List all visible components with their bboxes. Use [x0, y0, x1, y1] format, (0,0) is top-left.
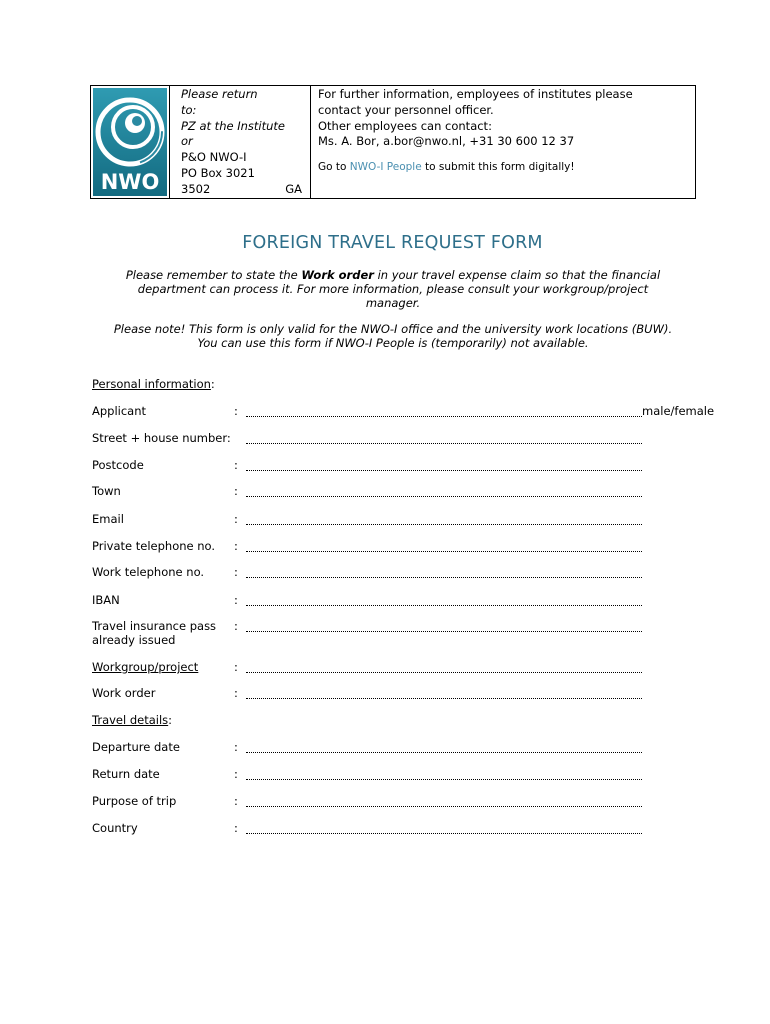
return-line-6: PO Box 3021 [181, 165, 255, 180]
colon: : [234, 821, 238, 835]
logo-text: NWO [100, 170, 160, 194]
row-private-telephone [92, 539, 722, 555]
street-label: Street + house number: [92, 431, 231, 445]
logo-cell [91, 86, 170, 198]
email-label: Email [92, 512, 124, 526]
info-line-3: Other employees can contact: [318, 118, 492, 133]
return-date-field[interactable] [246, 779, 642, 780]
heading-colon: : [210, 377, 215, 391]
row-iban [92, 593, 722, 609]
travel-details-heading [92, 713, 172, 727]
colon: : [234, 404, 238, 418]
nwo-i-people-link[interactable]: NWO-I People [349, 161, 422, 174]
return-line-1: Please return [181, 87, 258, 101]
intro1-part-1: Please remember to state the [125, 268, 302, 282]
intro2-line-2: You can use this form if NWO-I People is (temporarily) not available. [197, 336, 589, 350]
colon: : [234, 660, 238, 674]
travel-insurance-label-line-2: already issued [92, 633, 176, 647]
postcode-letters: GA [285, 181, 302, 196]
row-applicant [92, 404, 722, 420]
country-field[interactable] [246, 833, 642, 834]
colon: : [234, 458, 238, 472]
intro1-line-2: department can process it. For more information, please consult your workgroup/project [137, 282, 649, 296]
digital-note [318, 160, 689, 176]
info-line-2: contact your personnel officer. [318, 102, 494, 117]
row-work-telephone [92, 565, 722, 581]
workgroup-label: Workgroup/project [92, 660, 199, 674]
return-line-5: P&O NWO-I [181, 150, 247, 165]
intro1-part-2: in your travel expense claim so that the financial [373, 268, 661, 282]
country-label: Country [92, 821, 138, 835]
applicant-label: Applicant [92, 404, 147, 418]
email-field[interactable] [246, 524, 642, 525]
colon: : [234, 593, 238, 607]
postcode-field[interactable] [246, 470, 642, 471]
contact-info [311, 86, 695, 199]
row-travel-insurance [92, 619, 722, 647]
return-date-label: Return date [92, 767, 160, 781]
postcode-number: 3502 [181, 181, 211, 196]
colon: : [234, 767, 238, 781]
town-label: Town [92, 484, 121, 498]
row-town [92, 484, 722, 500]
departure-date-field[interactable] [246, 752, 642, 753]
return-line-3: PZ at the Institute [181, 118, 285, 133]
header-box [90, 85, 696, 199]
info-line-4: Ms. A. Bor, a.bor@nwo.nl, +31 30 600 12 37 [318, 134, 575, 149]
postcode-label: Postcode [92, 458, 144, 472]
form-title: FOREIGN TRAVEL REQUEST FORM [242, 233, 543, 253]
heading-colon: : [168, 713, 173, 727]
intro1-line-1 [92, 268, 694, 282]
colon: : [234, 484, 238, 498]
return-line-4: or [181, 134, 193, 149]
personal-info-heading-text: Personal information [92, 377, 211, 391]
row-purpose [92, 794, 722, 810]
workgroup-field[interactable] [246, 672, 642, 673]
work-order-emphasis: Work order [301, 268, 374, 282]
return-line-7 [181, 182, 302, 198]
row-workgroup [92, 660, 722, 676]
digital-prefix: Go to [318, 161, 350, 174]
colon: : [234, 565, 238, 579]
colon: : [234, 539, 238, 553]
iban-label: IBAN [92, 593, 120, 607]
intro1-line-3: manager. [365, 296, 421, 310]
colon: : [234, 619, 238, 633]
work-order-field[interactable] [246, 698, 642, 699]
purpose-label: Purpose of trip [92, 794, 177, 808]
colon: : [234, 512, 238, 526]
row-work-order [92, 686, 722, 702]
intro2-line-1: Please note! This form is only valid for the NWO-I office and the university work locations (BUW). [113, 322, 673, 336]
return-address [169, 86, 311, 198]
travel-insurance-field[interactable] [246, 631, 642, 632]
info-line-1: For further information, employees of institutes please [318, 87, 633, 101]
colon: : [234, 740, 238, 754]
nwo-logo [93, 88, 167, 196]
work-order-label: Work order [92, 686, 156, 700]
colon: : [234, 686, 238, 700]
applicant-field[interactable] [246, 416, 642, 417]
work-telephone-field[interactable] [246, 577, 642, 578]
row-return-date [92, 767, 722, 783]
iban-field[interactable] [246, 605, 642, 606]
street-field[interactable] [246, 443, 642, 444]
private-telephone-field[interactable] [246, 551, 642, 552]
return-line-2: to: [181, 102, 197, 117]
gender-option: male/female [642, 404, 715, 418]
travel-details-heading-text: Travel details [92, 713, 169, 727]
intro-paragraph-1 [92, 268, 694, 310]
row-departure-date [92, 740, 722, 756]
departure-date-label: Departure date [92, 740, 180, 754]
row-postcode [92, 458, 722, 474]
private-telephone-label: Private telephone no. [92, 539, 216, 553]
purpose-field[interactable] [246, 806, 642, 807]
work-telephone-label: Work telephone no. [92, 565, 205, 579]
town-field[interactable] [246, 496, 642, 497]
travel-insurance-label-line-1: Travel insurance pass [92, 619, 217, 633]
personal-info-heading [92, 377, 215, 391]
colon: : [234, 794, 238, 808]
intro-paragraph-2 [92, 322, 694, 350]
digital-suffix: to submit this form digitally! [421, 161, 575, 174]
row-country [92, 821, 722, 837]
travel-insurance-label [92, 619, 237, 647]
row-street [92, 431, 722, 447]
row-email [92, 512, 722, 528]
